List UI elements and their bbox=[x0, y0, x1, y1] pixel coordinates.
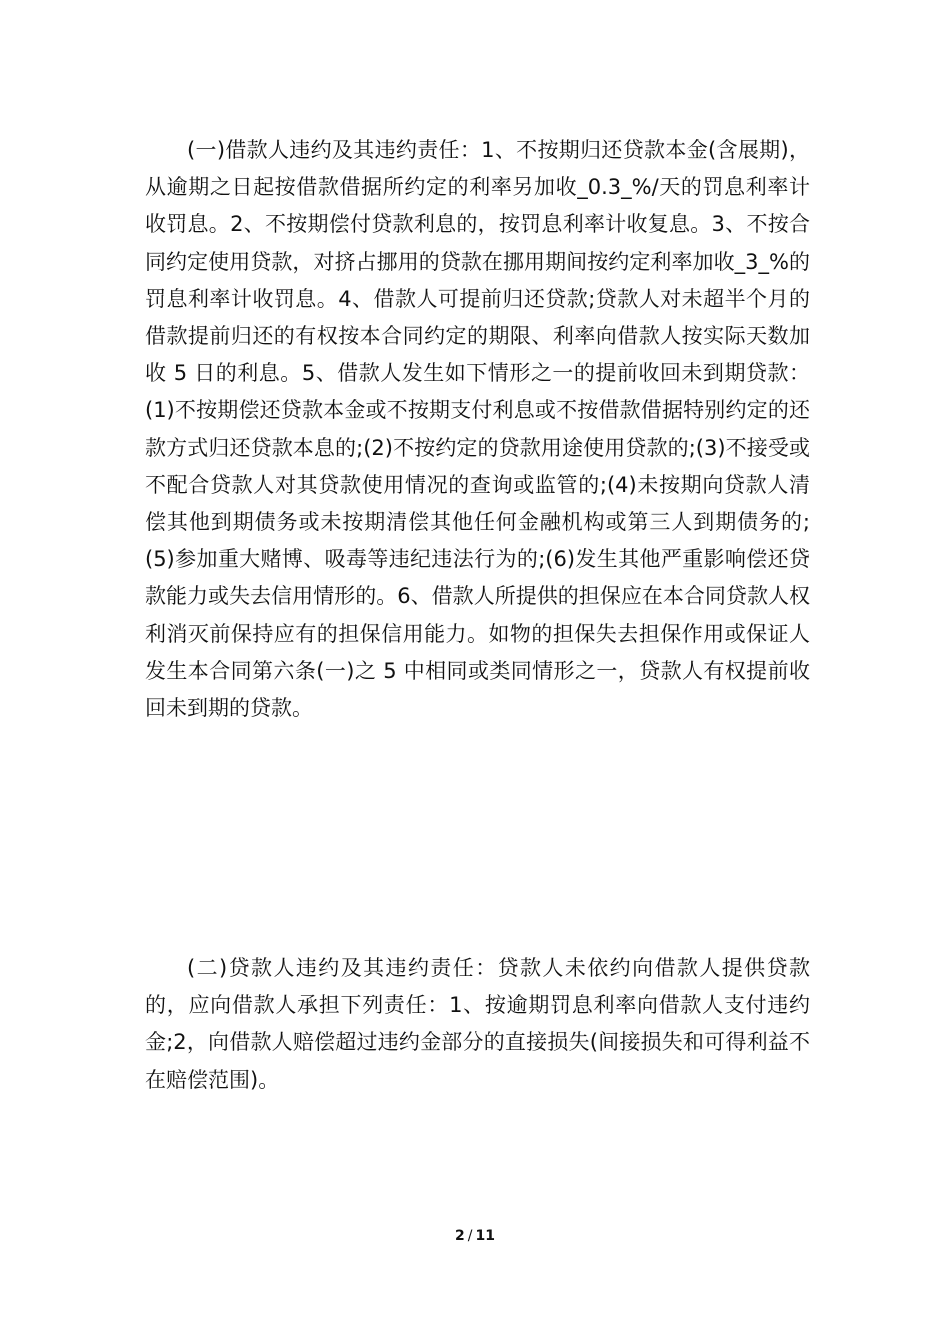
total-pages-number: 11 bbox=[475, 1228, 495, 1244]
current-page-number: 2 bbox=[455, 1228, 465, 1244]
paragraph-borrower-default: (一)借款人违约及其违约责任：1、不按期归还贷款本金(含展期)，从逾期之日起按借款借据所约定的利率另加收_0.3_%/天的罚息利率计收罚息。2、不按期偿付贷款利息的，按罚息利率计收复息。3、不按合同约定使用贷款，对挤占挪用的贷款在挪用期间按约定利率加收_3_%的罚息利率计收罚息。4、借款人可提前归还贷款;贷款人对未超半个月的借款提前归还的有权按本合同约定的期限、利率向借款人按实际天数加收 5 日的利息。5、借款人发生如下情形之一的提前收回未到期贷款：(1)不按期偿还贷款本金或不按期支付利息或不按借款借据特别约定的还款方式归还贷款本息的;(2)不按约定的贷款用途使用贷款的;(3)不接受或不配合贷款人对其贷款使用情况的查询或监管的;(4)未按期向贷款人清偿其他到期债务或未按期清偿其他任何金融机构或第三人到期债务的;(5)参加重大赌博、吸毒等违纪违法行为的;(6)发生其他严重影响偿还贷款能力或失去信用情形的。6、借款人所提供的担保应在本合同贷款人权利消灭前保持应有的担保信用能力。如物的担保失去担保作用或保证人发生本合同第六条(一)之 5 中相同或类同情形之一，贷款人有权提前收回未到期的贷款。 bbox=[145, 138, 810, 721]
page-number-footer bbox=[0, 1228, 950, 1244]
page-separator: / bbox=[467, 1228, 473, 1244]
paragraph-lender-default: (二)贷款人违约及其违约责任：贷款人未依约向借款人提供贷款的，应向借款人承担下列责任：1、按逾期罚息利率向借款人支付违约金;2，向借款人赔偿超过违约金部分的直接损失(间接损失和可得利益不在赔偿范围)。 bbox=[145, 956, 810, 1092]
